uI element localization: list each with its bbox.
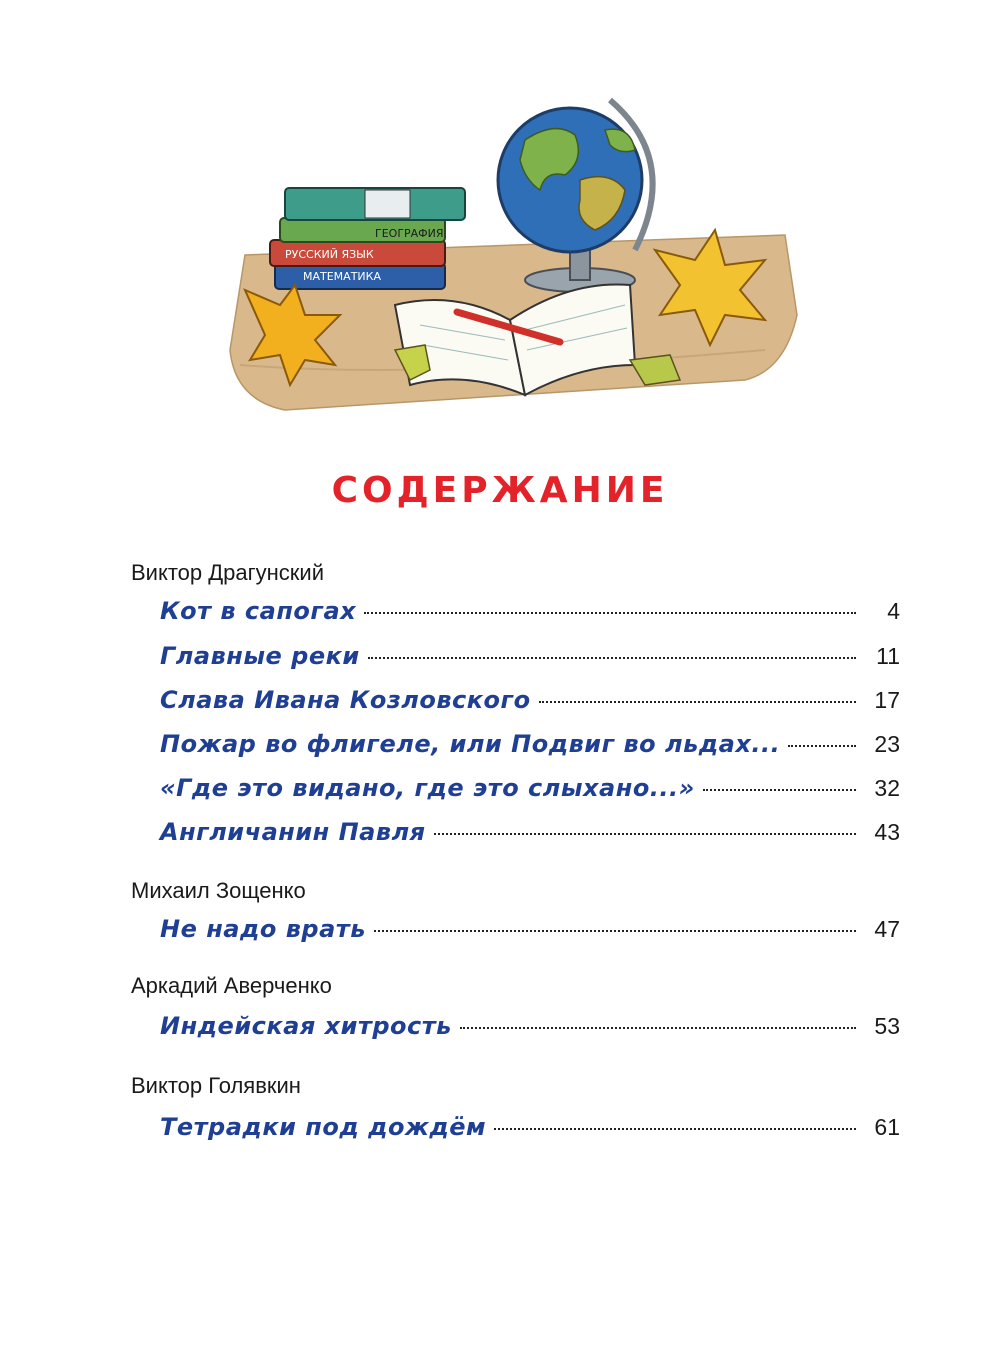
toc-entry-page: 4 [887,598,900,624]
toc-entry-page: 47 [874,916,900,942]
toc-entry-page: 17 [874,687,900,713]
toc-entry-title[interactable]: Главные реки [160,642,360,670]
school-desk-illustration [225,80,800,420]
toc-entry[interactable] [160,642,900,676]
toc-entry-title[interactable]: Пожар во флигеле, или Подвиг во льдах... [160,730,781,758]
toc-entry-page: 61 [874,1114,900,1140]
toc-entry-page: 53 [874,1013,900,1039]
toc-entry-page: 43 [874,819,900,845]
author-name: Виктор Драгунский [131,560,324,585]
toc-entry-page: 32 [874,775,900,801]
dot-leader [434,833,856,835]
dot-leader [494,1128,856,1130]
toc-entry[interactable] [160,686,900,720]
book-label: МАТЕМАТИКА [303,270,381,283]
toc-entry[interactable] [160,730,900,764]
toc-entry[interactable] [160,915,900,949]
toc-entry[interactable] [160,1113,900,1147]
toc-entry-title[interactable]: Не надо врать [160,915,366,943]
toc-entry-title[interactable]: Слава Ивана Козловского [160,686,531,714]
toc-entry-page: 23 [874,731,900,757]
author-name: Михаил Зощенко [131,878,306,903]
dot-leader [788,745,856,747]
toc-entry-page: 11 [876,643,900,669]
author-name: Виктор Голявкин [131,1073,301,1098]
dot-leader [374,930,856,932]
toc-entry-title[interactable]: Тетрадки под дождём [160,1113,487,1141]
toc-entry-title[interactable]: Кот в сапогах [160,597,357,625]
toc-entry[interactable] [160,774,900,808]
contents-heading: СОДЕРЖАНИЕ [331,470,669,511]
toc-entry[interactable] [160,597,900,631]
dot-leader [539,701,856,703]
author-name: Аркадий Аверченко [131,973,332,998]
book-label: РУССКИЙ ЯЗЫК [285,248,374,261]
toc-entry-title[interactable]: «Где это видано, где это слыхано...» [160,774,695,802]
dot-leader [460,1027,856,1029]
toc-entry-title[interactable]: Индейская хитрость [160,1012,452,1040]
dot-leader [364,612,856,614]
toc-entry[interactable] [160,818,900,852]
dot-leader [368,657,856,659]
books-icon [270,188,465,289]
book-label: ГЕОГРАФИЯ [375,227,444,240]
toc-entry-title[interactable]: Англичанин Павля [160,818,426,846]
dot-leader [703,789,856,791]
toc-entry[interactable] [160,1012,900,1046]
